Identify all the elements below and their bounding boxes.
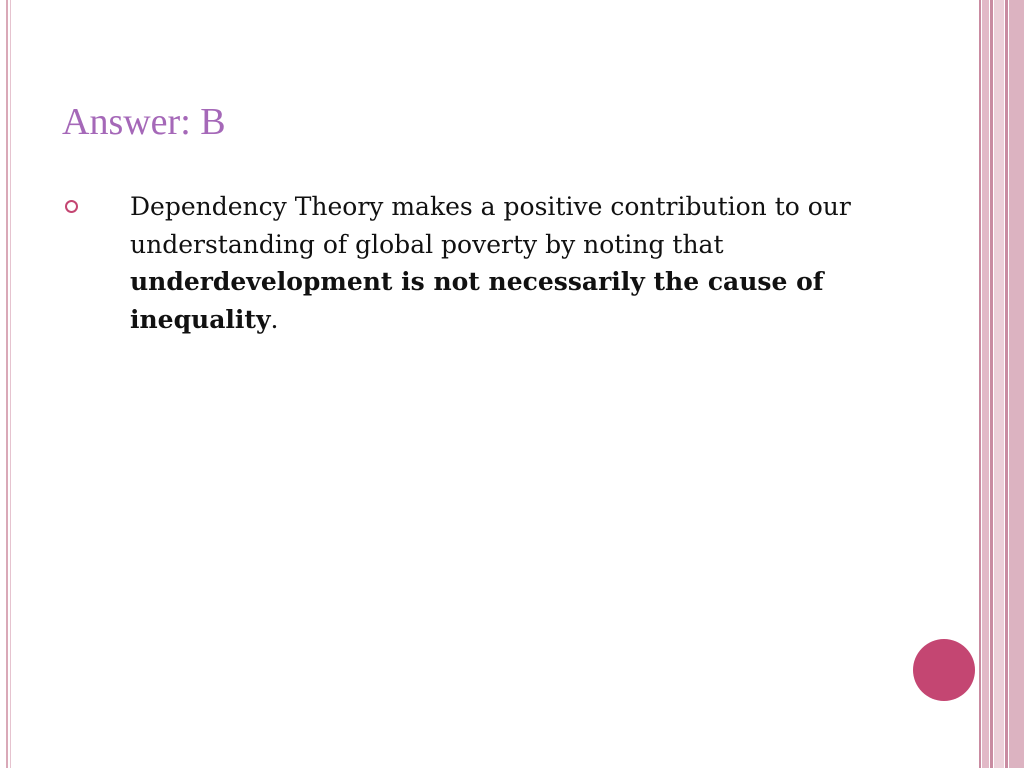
right-stripe [1005,0,1008,768]
ring-bullet-icon [65,200,78,213]
bullet-text [130,188,865,338]
left-border-line [6,0,8,768]
right-stripe [994,0,1004,768]
left-border-line-inner [10,0,11,768]
bullet-list [62,188,882,338]
right-decorative-band [979,0,1024,768]
right-stripe [1009,0,1024,768]
accent-circle-decoration [913,639,975,701]
slide-title: Answer: B [62,101,226,143]
right-stripe [990,0,993,768]
bullet-text-end: . [270,304,279,334]
bullet-text-bold: underdevelopment is not necessarily the cause of inequality [130,267,824,334]
bullet-text-regular: Dependency Theory makes a positive contribution to our understanding of global poverty by noting that [130,192,851,259]
right-stripe [982,0,989,768]
bullet-item [62,188,882,338]
right-stripe [979,0,981,768]
